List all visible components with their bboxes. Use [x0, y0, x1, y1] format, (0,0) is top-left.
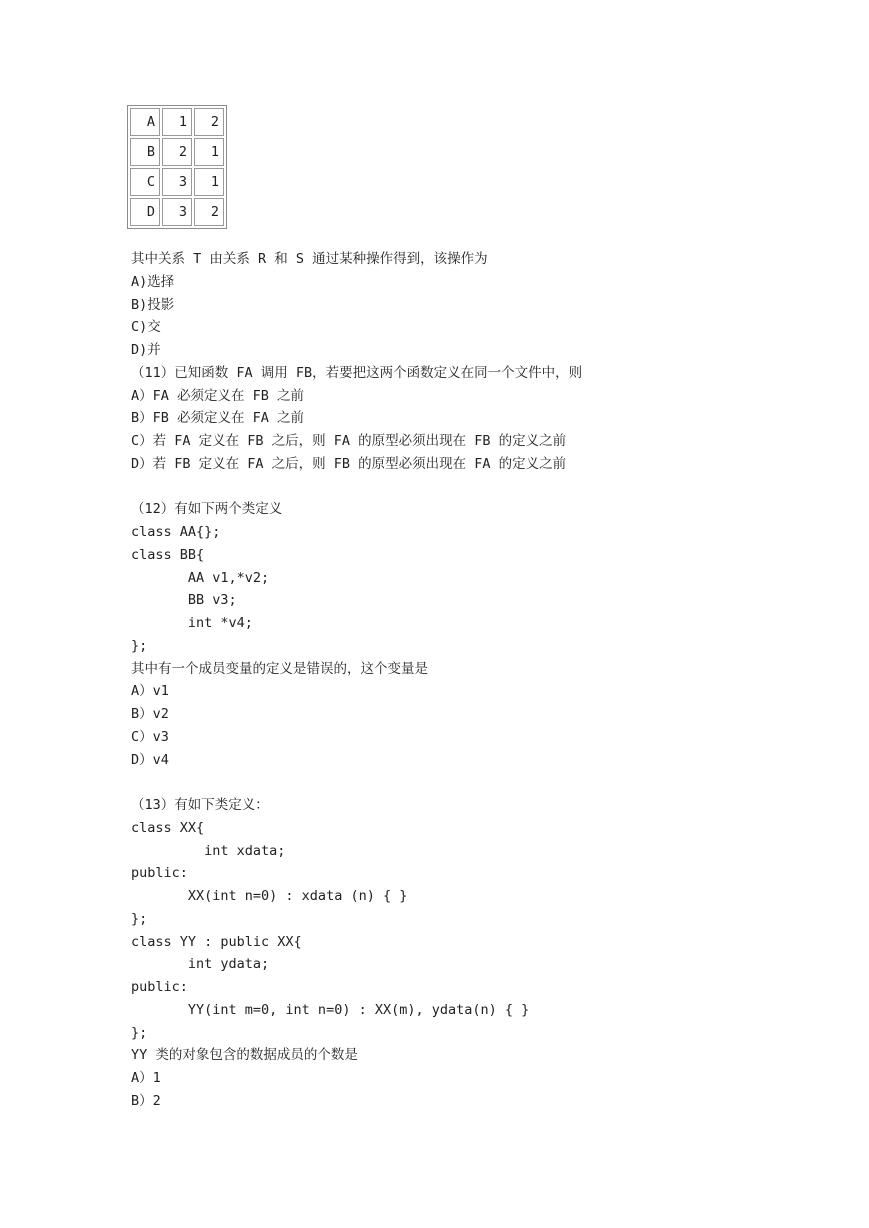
text-line: （12）有如下两个类定义 [131, 501, 283, 518]
text-line: D）v4 [131, 751, 169, 768]
document-text [131, 248, 831, 1113]
text-line: class AA{}; [131, 524, 221, 540]
table-cell: 3 [162, 168, 192, 196]
table-cell: D [130, 198, 160, 226]
table-cell: A [130, 108, 160, 136]
text-line: B)投影 [131, 296, 175, 313]
table-row [130, 108, 224, 136]
text-line: C）v3 [131, 728, 169, 745]
table-cell: 2 [162, 138, 192, 166]
table-row [130, 198, 224, 226]
text-line: public: [131, 865, 188, 882]
text-line: class BB{ [131, 546, 205, 563]
text-line: }; [131, 910, 148, 927]
text-line: （11）已知函数 FA 调用 FB，若要把这两个函数定义在同一个文件中，则 [131, 364, 583, 381]
text-line: XX(int n=0) : xdata (n) { } [131, 888, 408, 904]
text-line: C）若 FA 定义在 FB 之后，则 FA 的原型必须出现在 FB 的定义之前 [131, 433, 567, 449]
text-line: class YY : public XX{ [131, 933, 302, 950]
text-line: int ydata; [131, 956, 270, 973]
text-line: public: [131, 979, 188, 995]
text-line: A)选择 [131, 273, 175, 290]
table-cell: B [130, 138, 160, 166]
relation-table-body [130, 108, 224, 226]
table-cell: 2 [194, 198, 224, 226]
text-line: A）1 [131, 1070, 161, 1086]
text-line: AA v1,*v2; [131, 569, 270, 586]
table-cell: 1 [194, 138, 224, 166]
table-cell: 2 [194, 108, 224, 136]
text-line: BB v3; [131, 592, 237, 609]
text-line [131, 476, 831, 499]
table-cell: C [130, 168, 160, 196]
text-line: class XX{ [131, 819, 205, 836]
table-cell: 3 [162, 198, 192, 226]
text-line: YY 类的对象包含的数据成员的个数是 [131, 1047, 358, 1064]
text-line [131, 771, 831, 794]
text-line: int xdata; [131, 842, 286, 859]
text-line: C)交 [131, 319, 161, 336]
text-line: （13）有如下类定义： [131, 797, 269, 813]
table-row [130, 138, 224, 166]
text-line: B）2 [131, 1092, 161, 1109]
text-line: B）v2 [131, 706, 169, 722]
text-line: 其中有一个成员变量的定义是错误的，这个变量是 [131, 660, 428, 677]
text-line: int *v4; [131, 615, 253, 631]
text-line: D)并 [131, 342, 161, 358]
table-cell: 1 [194, 168, 224, 196]
text-line: }; [131, 1024, 148, 1041]
text-line: 其中关系 T 由关系 R 和 S 通过某种操作得到，该操作为 [131, 251, 488, 267]
table-cell: 1 [162, 108, 192, 136]
text-line: B）FB 必须定义在 FA 之前 [131, 410, 305, 427]
text-line: A）v1 [131, 683, 169, 700]
table-row [130, 168, 224, 196]
text-line: }; [131, 637, 148, 654]
text-line: A）FA 必须定义在 FB 之前 [131, 387, 305, 404]
text-line: D）若 FB 定义在 FA 之后，则 FB 的原型必须出现在 FA 的定义之前 [131, 455, 567, 472]
text-line: YY(int m=0, int n=0) : XX(m), ydata(n) { } [131, 1001, 530, 1018]
relation-table [127, 105, 227, 229]
